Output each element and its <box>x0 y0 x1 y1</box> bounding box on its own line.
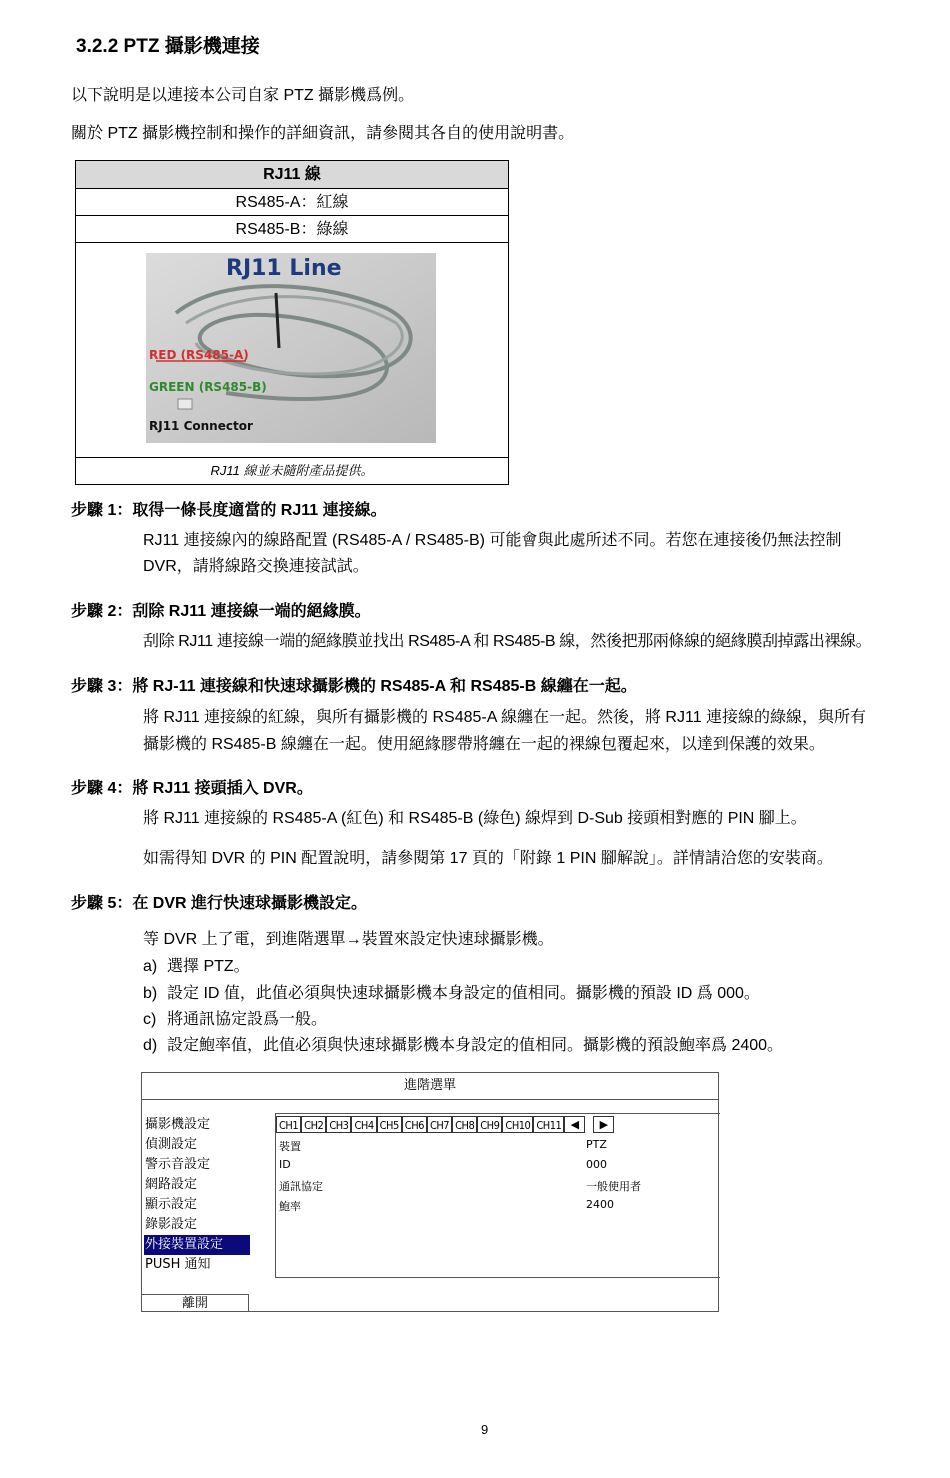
next-arrow-icon[interactable]: ▶ <box>593 1116 614 1133</box>
sidebar-item-display[interactable]: 顯示設定 <box>145 1197 198 1212</box>
tab-ch5[interactable]: CH5 <box>377 1116 402 1133</box>
tab-ch10[interactable]: CH10 <box>502 1116 533 1133</box>
advanced-menu-screenshot <box>141 1072 719 1312</box>
step-2-line-1: 刮除 RJ11 連接線一端的絕緣膜並找出 RS485-A 和 RS485-B 線，然後把那兩條線的絕緣膜刮掉露出裸線。 <box>143 633 872 650</box>
menu-sidebar <box>144 1115 250 1275</box>
step-5-title: 步驟 5：在 DVR 進行快速球攝影機設定。 <box>71 895 368 912</box>
substep-b-label: b) <box>143 985 158 1002</box>
section-heading: 3.2.2 PTZ 攝影機連接 <box>76 36 260 57</box>
sidebar-item-alert[interactable]: 警示音設定 <box>145 1157 211 1172</box>
tab-ch6[interactable]: CH6 <box>402 1116 427 1133</box>
prev-arrow-icon[interactable]: ◀ <box>564 1116 585 1133</box>
field-device-value[interactable]: PTZ <box>586 1138 607 1151</box>
page-number: 9 <box>481 1422 489 1437</box>
sidebar-item-camera[interactable]: 攝影機設定 <box>145 1117 211 1132</box>
field-id-value[interactable]: 000 <box>586 1158 607 1171</box>
field-id-label: ID <box>279 1158 291 1171</box>
sidebar-item-push[interactable]: PUSH 通知 <box>145 1257 211 1272</box>
cable-illustration <box>146 253 436 443</box>
channel-tabs <box>276 1116 614 1133</box>
step-1-line-1: RJ11 連接線內的線路配置 (RS485-A / RS485-B) 可能會與此處所述不同。若您在連接後仍無法控制 <box>143 532 842 549</box>
menu-title: 進階選單 <box>142 1073 718 1100</box>
photo-title: RJ11 Line <box>226 256 342 281</box>
step-3-title: 步驟 3：將 RJ-11 連接線和快速球攝影機的 RS485-A 和 RS485-B 線纏在一起。 <box>71 678 637 695</box>
tab-ch4[interactable]: CH4 <box>351 1116 376 1133</box>
step-4-line-1: 將 RJ11 連接線的 RS485-A (紅色) 和 RS485-B (綠色) 線焊到 D-Sub 接頭相對應的 PIN 腳上。 <box>143 810 807 827</box>
tab-ch3[interactable]: CH3 <box>326 1116 351 1133</box>
table-header: RJ11 線 <box>76 161 508 189</box>
exit-button[interactable]: 離開 <box>142 1294 249 1312</box>
step-1-line-2: DVR，請將線路交換連接試試。 <box>143 558 369 575</box>
substep-d-label: d) <box>143 1037 158 1054</box>
field-baud-value[interactable]: 2400 <box>586 1198 614 1211</box>
photo-green-label: GREEN (RS485-B) <box>149 380 267 394</box>
tab-ch9[interactable]: CH9 <box>477 1116 502 1133</box>
sidebar-item-record[interactable]: 錄影設定 <box>145 1217 198 1232</box>
substep-d-text: 設定鮑率值，此值必須與快速球攝影機本身設定的值相同。攝影機的預設鮑率爲 2400。 <box>167 1037 784 1054</box>
sidebar-item-devices[interactable]: 外接裝置設定 <box>144 1235 250 1255</box>
photo-connector-label: RJ11 Connector <box>149 419 253 433</box>
step-2-title: 步驟 2：刮除 RJ11 連接線一端的絕緣膜。 <box>71 603 371 620</box>
substep-a-text: 選擇 PTZ。 <box>167 958 250 975</box>
rj11-cable-table <box>75 160 509 485</box>
intro-line-2: 關於 PTZ 攝影機控制和操作的詳細資訊，請參閱其各自的使用說明書。 <box>71 125 575 142</box>
rj11-cable-photo <box>146 253 436 443</box>
substep-c-text: 將通訊協定設爲一般。 <box>167 1011 328 1028</box>
step-4-line-2: 如需得知 DVR 的 PIN 配置說明，請參閱第 17 頁的「附錄 1 PIN 腳解說」。詳情請洽您的安裝商。 <box>143 850 833 867</box>
table-row-red: RS485-A：紅線 <box>76 189 508 216</box>
substep-b-text: 設定 ID 值，此值必須與快速球攝影機本身設定的值相同。攝影機的預設 ID 爲 000。 <box>167 985 760 1002</box>
tab-ch1[interactable]: CH1 <box>276 1116 301 1133</box>
cable-photo-cell <box>76 243 508 458</box>
field-protocol-value[interactable]: 一般使用者 <box>586 1180 641 1193</box>
tab-ch2[interactable]: CH2 <box>301 1116 326 1133</box>
sidebar-item-network[interactable]: 網路設定 <box>145 1177 198 1192</box>
step-3-line-1: 將 RJ11 連接線的紅線，與所有攝影機的 RS485-A 線纏在一起。然後，將 RJ11 連接線的綠線，與所有 <box>143 709 867 726</box>
substep-a-label: a) <box>143 958 158 975</box>
tab-ch11[interactable]: CH11 <box>533 1116 564 1133</box>
step-1-title: 步驟 1：取得一條長度適當的 RJ11 連接線。 <box>71 502 387 519</box>
sidebar-item-detection[interactable]: 偵測設定 <box>145 1137 198 1152</box>
tab-ch8[interactable]: CH8 <box>452 1116 477 1133</box>
table-caption: RJ11 線並未隨附產品提供。 <box>210 463 374 478</box>
field-baud-label: 鮑率 <box>279 1200 301 1213</box>
substep-c-label: c) <box>143 1011 157 1028</box>
table-row-green: RS485-B：綠線 <box>76 216 508 243</box>
field-device-label: 裝置 <box>279 1140 301 1153</box>
tab-ch7[interactable]: CH7 <box>427 1116 452 1133</box>
intro-line-1: 以下說明是以連接本公司自家 PTZ 攝影機爲例。 <box>71 87 415 104</box>
step-3-line-2: 攝影機的 RS485-B 線纏在一起。使用絕緣膠帶將纏在一起的裸線包覆起來，以達到保護的效果。 <box>143 736 825 753</box>
step-5-line-1: 等 DVR 上了電，到進階選單→裝置來設定快速球攝影機。 <box>143 931 554 948</box>
field-protocol-label: 通訊協定 <box>279 1180 323 1193</box>
step-4-title: 步驟 4：將 RJ11 接頭插入 DVR。 <box>71 780 313 797</box>
photo-red-label: RED (RS485-A) <box>149 348 249 362</box>
device-settings-panel <box>275 1113 720 1278</box>
